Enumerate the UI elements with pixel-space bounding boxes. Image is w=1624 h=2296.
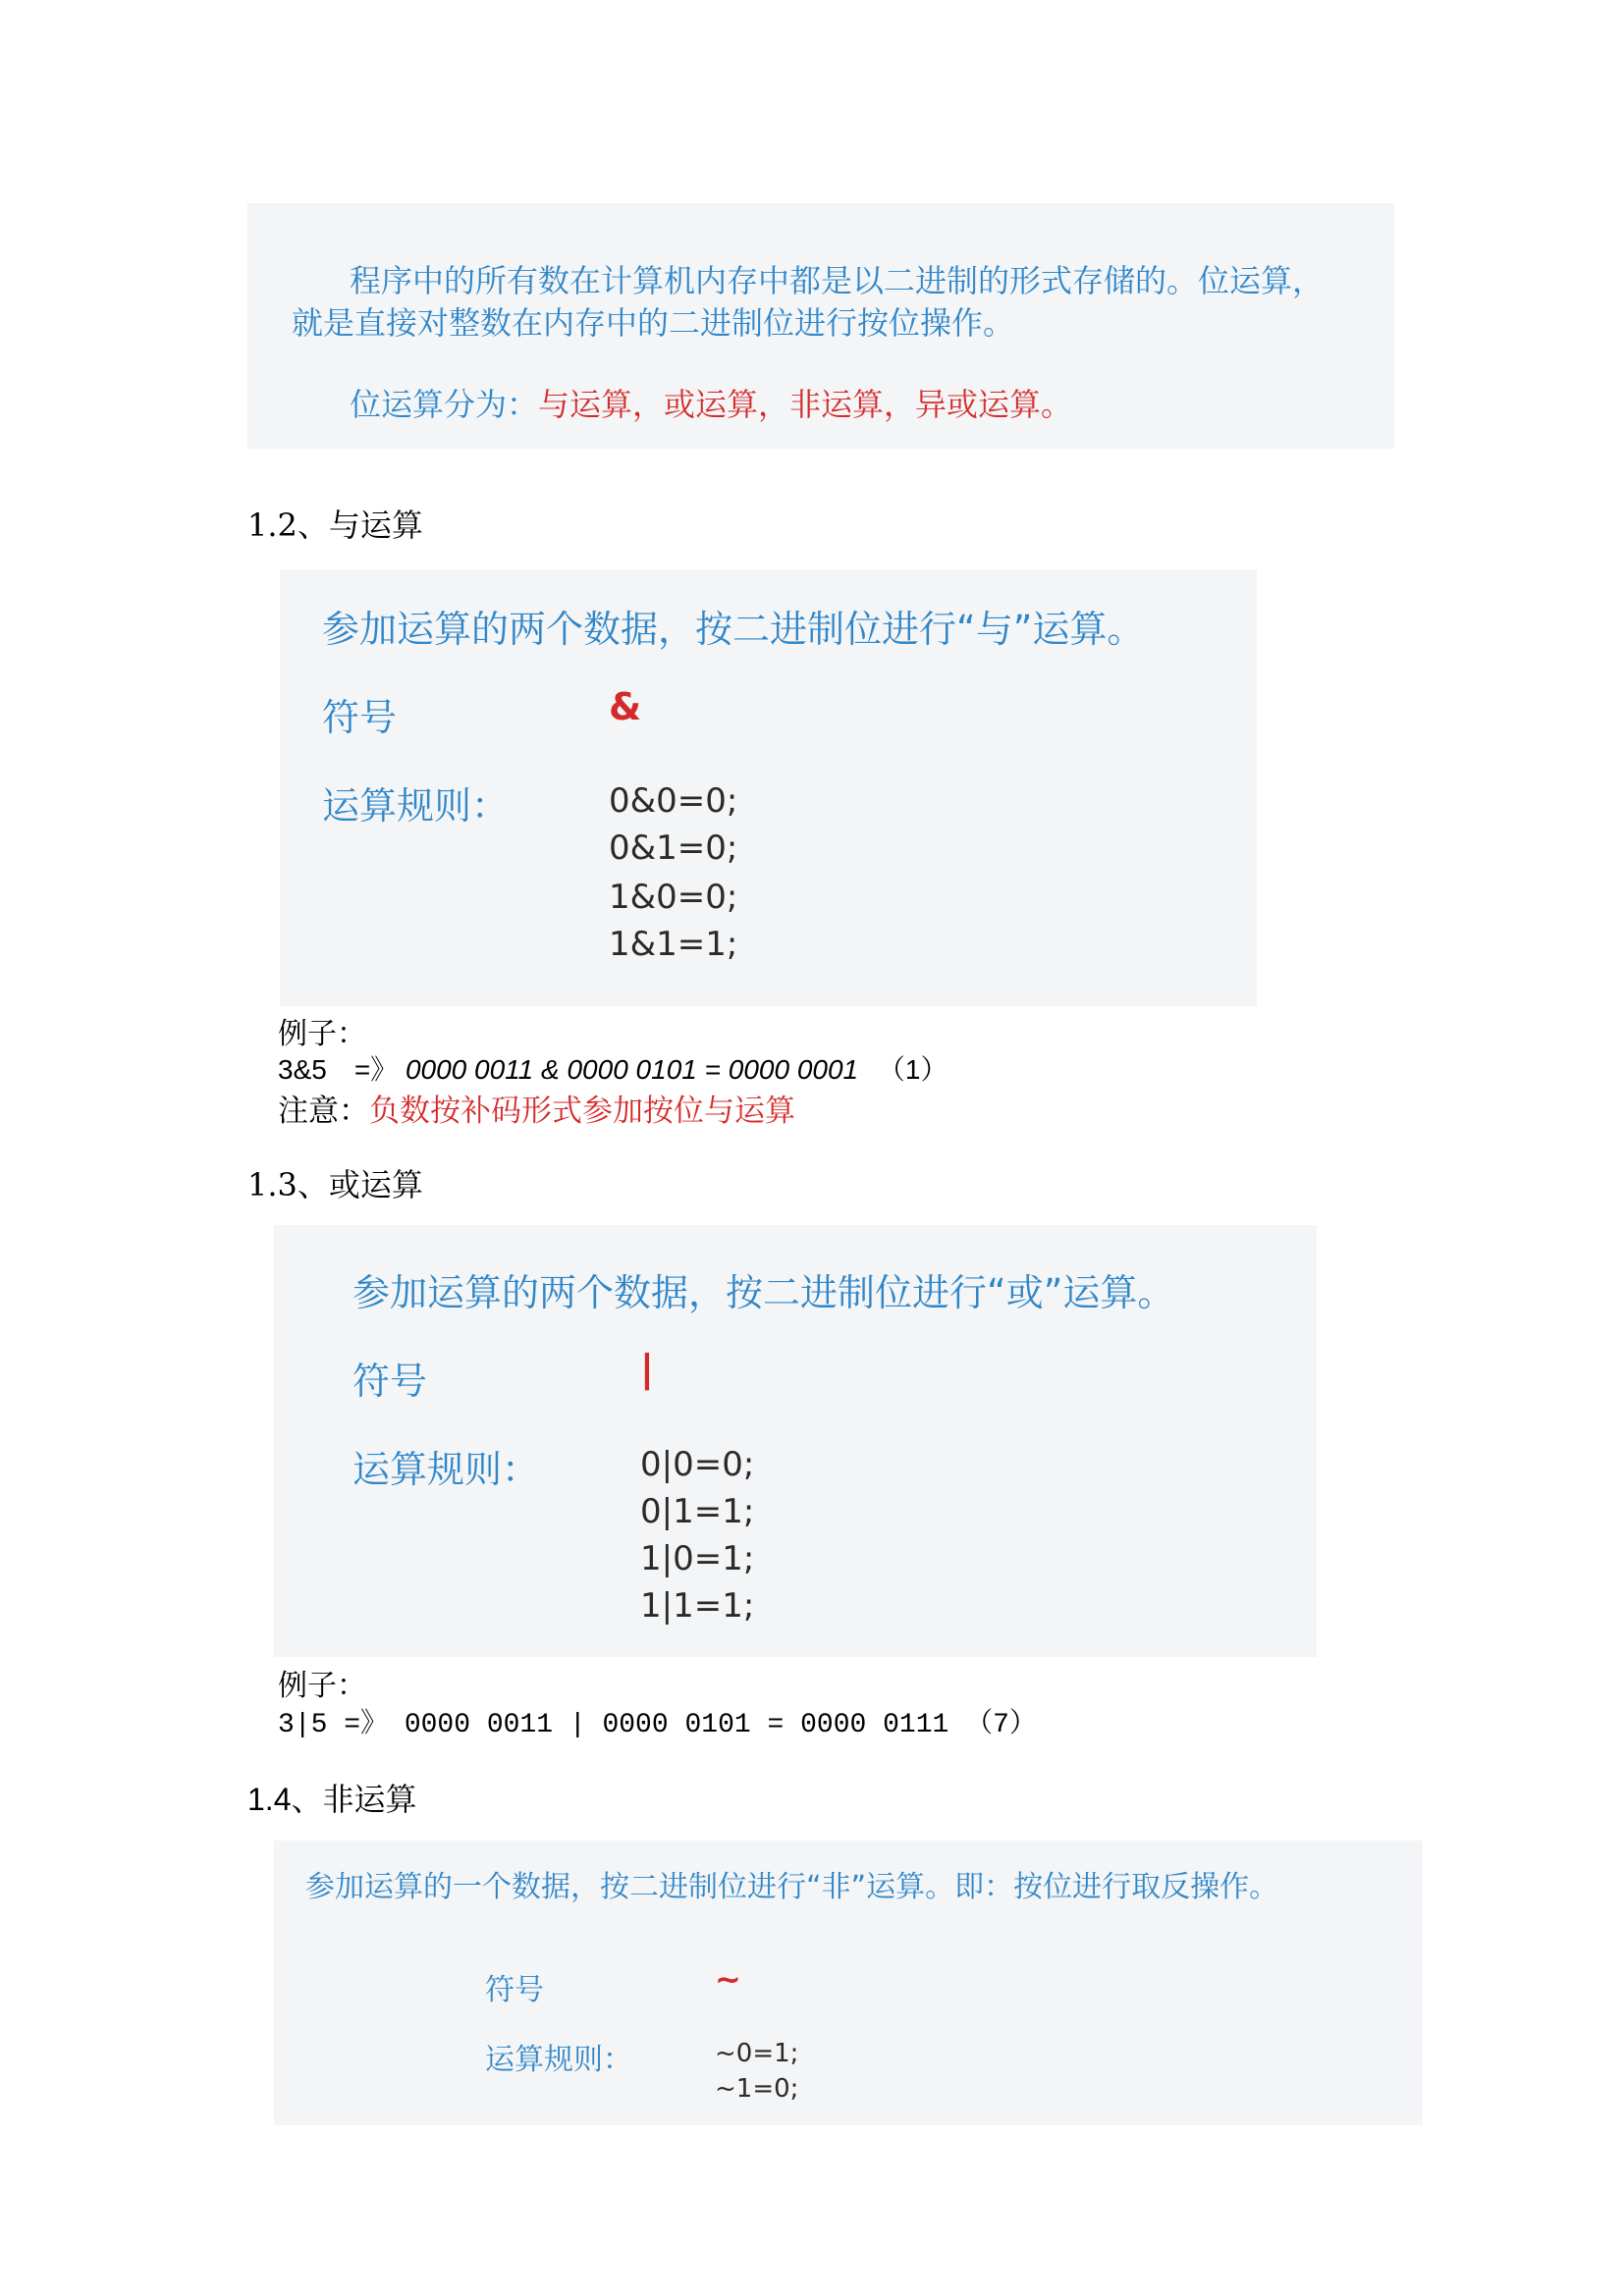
and-symbol-label: 符号: [322, 696, 398, 739]
and-definition: 参加运算的两个数据，按二进制位进行“与”运算。: [322, 608, 1145, 651]
intro-line-1: 程序中的所有数在计算机内存中都是以二进制的形式存储的。位运算，: [350, 262, 1325, 299]
and-note-label: 注意：: [278, 1094, 369, 1129]
or-rule-2: 0|1=1;: [640, 1492, 755, 1531]
not-symbol-label: 符号: [485, 1973, 544, 2007]
and-rule-3: 1&0=0;: [609, 878, 738, 917]
and-heading: 1.2、与运算: [247, 507, 423, 544]
not-heading: 1.4、非运算: [247, 1782, 417, 1817]
intro-line-2: 就是直接对整数在内存中的二进制位进行按位操作。: [292, 304, 1015, 342]
and-rule-1: 0&0=0;: [609, 781, 738, 821]
or-rule-3: 1|0=1;: [640, 1539, 755, 1578]
intro-types: [350, 380, 1072, 425]
or-image: [274, 1225, 1317, 1657]
or-rules-label: 运算规则：: [352, 1448, 540, 1491]
not-rule-1: ~0=1;: [715, 2039, 799, 2068]
or-example: 3|5 =》 0000 0011 | 0000 0101 = 0000 0111 （7）: [278, 1710, 1037, 1740]
and-rule-4: 1&1=1;: [609, 925, 738, 964]
not-symbol: ~: [715, 1960, 741, 1998]
or-definition: 参加运算的两个数据，按二进制位进行“或”运算。: [352, 1271, 1175, 1314]
or-symbol: |: [640, 1347, 654, 1390]
intro-types-list: 与运算，或运算，非运算，异或运算。: [538, 386, 1073, 423]
or-rule-1: 0|0=0;: [640, 1445, 755, 1484]
not-definition: 参加运算的一个数据，按二进制位进行“非”运算。即：按位进行取反操作。: [305, 1870, 1279, 1904]
intro-types-prefix: 位运算分为：: [350, 386, 539, 423]
intro-image: [247, 203, 1394, 449]
and-example-lhs: 3&5 =》: [278, 1054, 399, 1085]
and-rules-label: 运算规则：: [322, 784, 510, 828]
not-rules-label: 运算规则：: [485, 2043, 632, 2077]
and-symbol: &: [609, 685, 642, 728]
or-heading: 1.3、或运算: [247, 1166, 423, 1203]
not-rule-2: ~1=0;: [715, 2074, 799, 2104]
or-symbol-label: 符号: [352, 1360, 428, 1403]
and-example-label: 例子：: [278, 1017, 366, 1051]
not-image: [274, 1841, 1423, 2125]
and-rule-2: 0&1=0;: [609, 828, 738, 868]
and-example-result: （1）: [877, 1054, 948, 1085]
or-example-label: 例子：: [278, 1669, 366, 1703]
and-example-expr: 0000 0011 & 0000 0101 = 0000 0001: [405, 1054, 859, 1085]
and-note: [278, 1086, 795, 1130]
or-rule-4: 1|1=1;: [640, 1586, 755, 1626]
and-image: [280, 569, 1257, 1006]
and-example: [278, 1048, 947, 1088]
and-note-text: 负数按补码形式参加按位与运算: [369, 1094, 795, 1129]
